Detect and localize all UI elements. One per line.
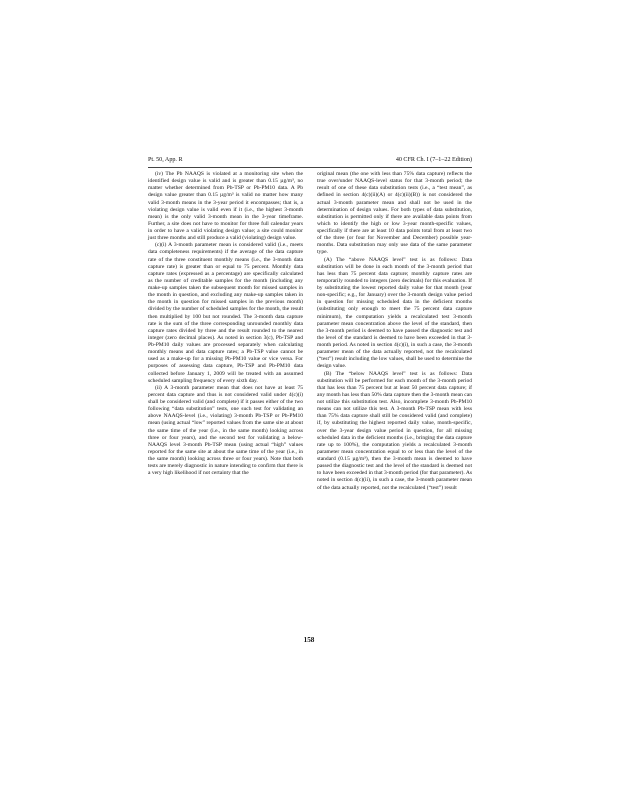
header-rule — [148, 167, 472, 168]
header-part-reference: Pt. 50, App. R — [148, 157, 183, 163]
left-text-column — [148, 171, 303, 477]
paragraph-c-i-data-capture: (c)(i) A 3-month parameter mean is considered valid (i.e., meets data completeness requirements) if the average of the data capture rate of the three constituent monthly means (i.e., the 3-month data capture rate) is greater than or equal to 75 percent. Monthly data capture rates (expressed as a percentage) are specifically calculated as the number of creditable samples for the month (including any make-up samples taken the subsequent month for missed samples in the month in question, and excluding any make-up samples taken in the month in question for missed samples in the previous month) divided by the number of scheduled samples for the month, the result then multiplied by 100 but not rounded. The 3-month data capture rate is the sum of the three corresponding unrounded monthly data capture rates divided by three and the result rounded to the nearest integer (zero decimal places). As noted in section 3(c), Pb-TSP and Pb-PM10 daily values are processed separately when calculating monthly means and data capture rates; a Pb-TSP value cannot be used as a make-up for a missing Pb-PM10 value or vice versa. For purposes of assessing data capture, Pb-TSP and Pb-PM10 data collected before January 1, 2009 will be treated with an assumed scheduled sampling frequency of every sixth day. — [148, 242, 303, 384]
paragraph-continuation: original mean (the one with less than 75% data capture) reflects the true over/under NAAQS-level status for that 3-month period; the result of one of these data substitution tests (i.e., a “test mean”, as defined in section 4(c)(ii)(A) or 4(c)(ii)(B)) is not considered the actual 3-month parameter mean and shall not be used in the determination of design values. For both types of data substitution, substitution is permitted only if there are available data points from which to identify the high or low 3-year month-specific values, specifically if there are at least 10 data points total from at least two of the three (or four for November and December) possible year-months. Data substitution may only use data of the same parameter type. — [317, 171, 472, 256]
paragraph-iv-violation: (iv) The Pb NAAQS is violated at a monitoring site when the identified design value is valid and is greater than 0.15 µg/m³, no matter whether determined from Pb-TSP or Pb-PM10 data. A Pb design value greater than 0.15 µg/m³ is valid no matter how many valid 3-month means in the 3-year period it encompasses; that is, a violating design value is valid even if it (i.e., the highest 3-month mean) is the only valid 3-month mean in the 3-year timeframe. Further, a site does not have to monitor for three full calendar years in order to have a valid violating design value; a site could monitor just three months and still produce a valid (violating) design value. — [148, 171, 303, 242]
paragraph-b-below-naaqs-test: (B) The “below NAAQS level” test is as follows: Data substitution will be performed for each month of the 3-month period that has less than 75 percent but at least 50 percent data capture; if any month has less than 50% data capture then the 3-month mean can not utilize this substitution test. Also, incomplete 3-month Pb-PM10 means can not utilize this test. A 3-month Pb-TSP mean with less than 75% data capture shall still be considered valid (and complete) if, by substituting the highest reported daily value, month-specific, over the 3-year design value period in question, for all missing scheduled data in the deficient months (i.e., bringing the data capture rate up to 100%), the computation yields a recalculated 3-month parameter mean concentration equal to or less than the level of the standard (0.15 µg/m³), then the 3-month mean is deemed to have passed the diagnostic test and the level of the standard is deemed not to have been exceeded in that 3-month period (for that parameter). As noted in section 4(c)(ii), in such a case, the 3-month parameter mean of the data actually reported, not the recalculated (“test”) result — [317, 370, 472, 491]
paragraph-c-ii-substitution: (ii) A 3-month parameter mean that does not have at least 75 percent data capture and thus is not considered valid under 4(c)(i) shall be considered valid (and complete) if it passes either of the two following “data substitution” tests, one such test for validating an above NAAQS-level (i.e., violating) 3-month Pb-TSP or Pb-PM10 mean (using actual “low” reported values from the same site at about the same time of the year (i.e., in the same month) looking across three or four years), and the second test for validating a below-NAAQS level 3-month Pb-TSP mean (using actual “high” values reported for the same site at about the same time of the year (i.e., in the same month) looking across three or four years). Note that both tests are merely diagnostic in nature intending to confirm that there is a very high likelihood if not certainty that the — [148, 384, 303, 477]
right-text-column — [317, 171, 472, 492]
page-number: 158 — [303, 636, 315, 644]
header-edition-reference: 40 CFR Ch. I (7–1–22 Edition) — [395, 157, 472, 163]
paragraph-a-above-naaqs-test: (A) The “above NAAQS level” test is as follows: Data substitution will be done in each month of the 3-month period that has less than 75 percent data capture; monthly capture rates are temporarily rounded to integers (zero decimals) for this evaluation. If by substituting the lowest reported daily value for that month (year non-specific; e.g., for January) over the 3-month design value period in question for missing scheduled data in the deficient months (substituting only enough to meet the 75 percent data capture minimum), the computation yields a recalculated test 3-month parameter mean concentration above the level of the standard, then the 3-month period is deemed to have passed the diagnostic test and the level of the standard is deemed to have been exceeded in that 3-month period. As noted in section 4(c)(i), in such a case, the 3-month parameter mean of the data actually reported, not the recalculated (“test”) result including the low values, shall be used to determine the design value. — [317, 256, 472, 370]
